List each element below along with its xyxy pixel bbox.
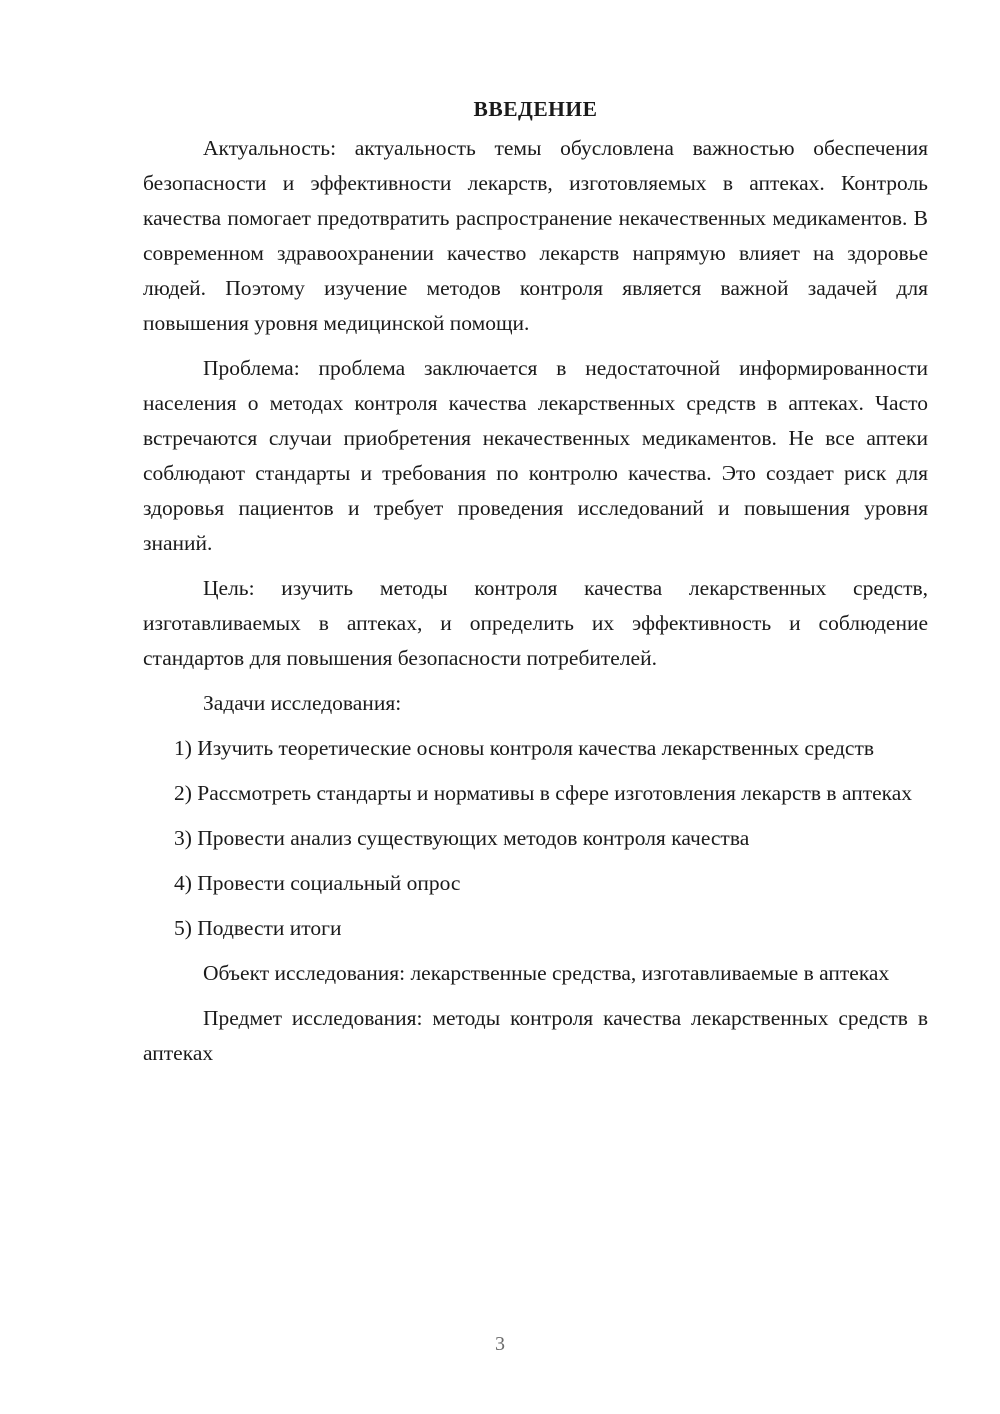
page-number: 3: [495, 1333, 505, 1355]
paragraph-problem: Проблема: проблема заключается в недостаточной информированности населения о методах контроля качества лекарственных средств в аптеках. Часто встречаются случаи приобретения некачественных медикаментов. Не все аптеки соблюдают стандарты и требования по контролю качества. Это создает риск для здоровья пациентов и требует проведения исследований и повышения уровня знаний.: [143, 356, 928, 555]
paragraph-object: Объект исследования: лекарственные средства, изготавливаемые в аптеках: [203, 961, 890, 985]
task-item-5: 5) Подвести итоги: [174, 916, 342, 940]
task-item-2: 2) Рассмотреть стандарты и нормативы в сфере изготовления лекарств в аптеках: [174, 781, 913, 805]
page-title: ВВЕДЕНИЕ: [473, 97, 598, 121]
task-item-1: 1) Изучить теоретические основы контроля качества лекарственных средств: [174, 736, 874, 760]
tasks-heading: Задачи исследования:: [203, 691, 402, 715]
task-item-4: 4) Провести социальный опрос: [174, 871, 461, 895]
document-page: [143, 92, 928, 1071]
task-item-3: 3) Провести анализ существующих методов контроля качества: [174, 826, 750, 850]
paragraph-goal: Цель: изучить методы контроля качества лекарственных средств, изготавливаемых в аптеках, и определить их эффективность и соблюдение стандартов для повышения безопасности потребителей.: [143, 576, 928, 670]
paragraph-relevance: Актуальность: актуальность темы обусловлена важностью обеспечения безопасности и эффективности лекарств, изготовляемых в аптеках. Контроль качества помогает предотвратить распространение некачественных медикаментов. В современном здравоохранении качество лекарств напрямую влияет на здоровье людей. Поэтому изучение методов контроля является важной задачей для повышения уровня медицинской помощи.: [143, 136, 928, 335]
paragraph-subject: Предмет исследования: методы контроля качества лекарственных средств в аптеках: [143, 1006, 928, 1065]
